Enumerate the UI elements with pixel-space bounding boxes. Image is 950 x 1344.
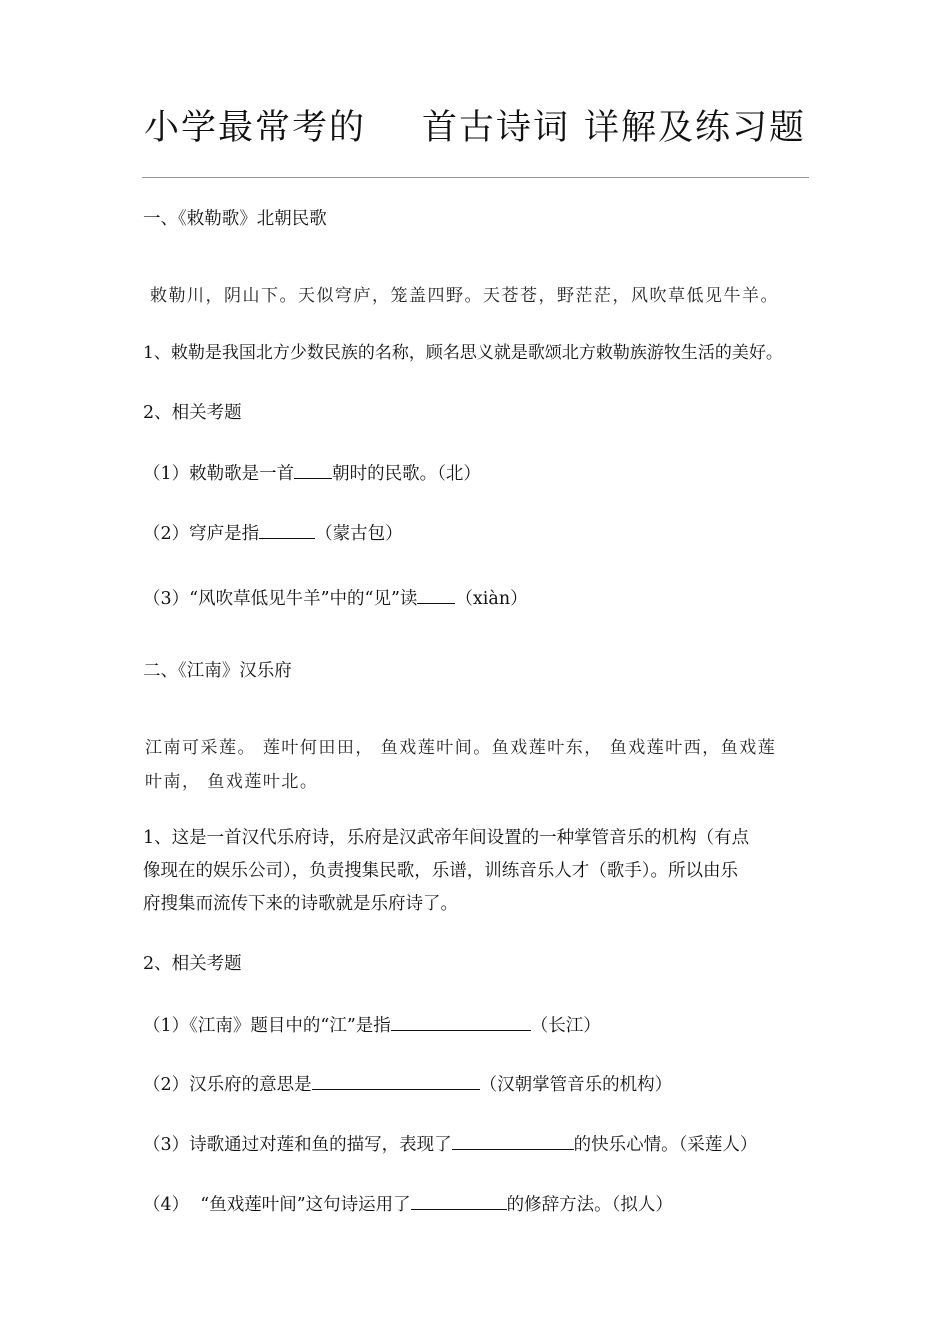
question-text: （2）穹庐是指 bbox=[143, 524, 260, 544]
title-part-1: 小学最常考的 bbox=[143, 108, 366, 148]
section-2-exam-heading: 2、相关考题 bbox=[143, 954, 242, 974]
section-2-note-line-3: 府搜集而流传下来的诗歌就是乐府诗了。 bbox=[143, 894, 458, 914]
section-2-note-line-2: 像现在的娱乐公司），负责搜集民歌，乐谱，训练音乐人才（歌手）。所以由乐 bbox=[143, 861, 738, 881]
answer-blank bbox=[417, 585, 455, 604]
section-2-question-2 bbox=[143, 1071, 672, 1097]
question-text: 朝时的民歌。（北） bbox=[332, 464, 481, 484]
question-text: 的修辞方法。（拟人） bbox=[506, 1195, 673, 1215]
answer-blank bbox=[259, 520, 315, 539]
question-text: （长江） bbox=[530, 1016, 601, 1036]
section-1-question-1 bbox=[143, 460, 481, 486]
question-text: （汉朝掌管音乐的机构） bbox=[479, 1075, 673, 1095]
section-1-note: 1、敕勒是我国北方少数民族的名称，顾名思义就是歌颂北方敕勒族游牧生活的美好。 bbox=[143, 343, 783, 363]
section-2-question-4 bbox=[143, 1191, 673, 1217]
question-text: （1）敕勒歌是一首 bbox=[143, 464, 295, 484]
section-2-poem-line-1: 江南可采莲。 莲叶何田田， 鱼戏莲叶间。鱼戏莲叶东， 鱼戏莲叶西，鱼戏莲 bbox=[145, 738, 777, 758]
section-2-heading: 二、《江南》汉乐府 bbox=[143, 661, 292, 681]
question-text: （4） “鱼戏莲叶间”这句诗运用了 bbox=[143, 1195, 411, 1215]
question-text: （蒙古包） bbox=[315, 524, 403, 544]
section-2-question-3 bbox=[143, 1131, 757, 1157]
answer-blank bbox=[391, 1012, 531, 1031]
section-2-poem-line-2: 叶南， 鱼戏莲叶北。 bbox=[145, 772, 319, 792]
title-divider bbox=[142, 177, 809, 178]
question-text: （3）“风吹草低见牛羊”中的“见”读 bbox=[143, 589, 418, 609]
section-1-poem: 敕勒川，阴山下。天似穹庐，笼盖四野。天苍苍，野茫茫，风吹草低见牛羊。 bbox=[150, 286, 779, 306]
question-text: （xiàn） bbox=[455, 589, 528, 609]
question-text: （2）汉乐府的意思是 bbox=[143, 1075, 312, 1095]
page-title bbox=[0, 100, 950, 150]
question-text: （1）《江南》题目中的“江”是指 bbox=[143, 1016, 391, 1036]
title-part-3: 详解及练习题 bbox=[584, 108, 807, 148]
title-part-2: 首古诗词 bbox=[421, 108, 570, 148]
question-text: 的快乐心情。（采莲人） bbox=[573, 1135, 758, 1155]
answer-blank bbox=[312, 1071, 480, 1090]
section-1-question-3 bbox=[143, 585, 528, 611]
question-text: （3）诗歌通过对莲和鱼的描写，表现了 bbox=[143, 1135, 452, 1155]
section-2-note-line-1: 1、这是一首汉代乐府诗，乐府是汉武帝年间设置的一种掌管音乐的机构（有点 bbox=[143, 828, 750, 848]
answer-blank bbox=[452, 1131, 574, 1150]
answer-blank bbox=[294, 460, 332, 479]
answer-blank bbox=[411, 1191, 507, 1210]
section-1-question-2 bbox=[143, 520, 403, 546]
section-1-heading: 一、《敕勒歌》北朝民歌 bbox=[143, 209, 327, 229]
section-1-exam-heading: 2、相关考题 bbox=[143, 403, 242, 423]
section-2-question-1 bbox=[143, 1012, 601, 1038]
